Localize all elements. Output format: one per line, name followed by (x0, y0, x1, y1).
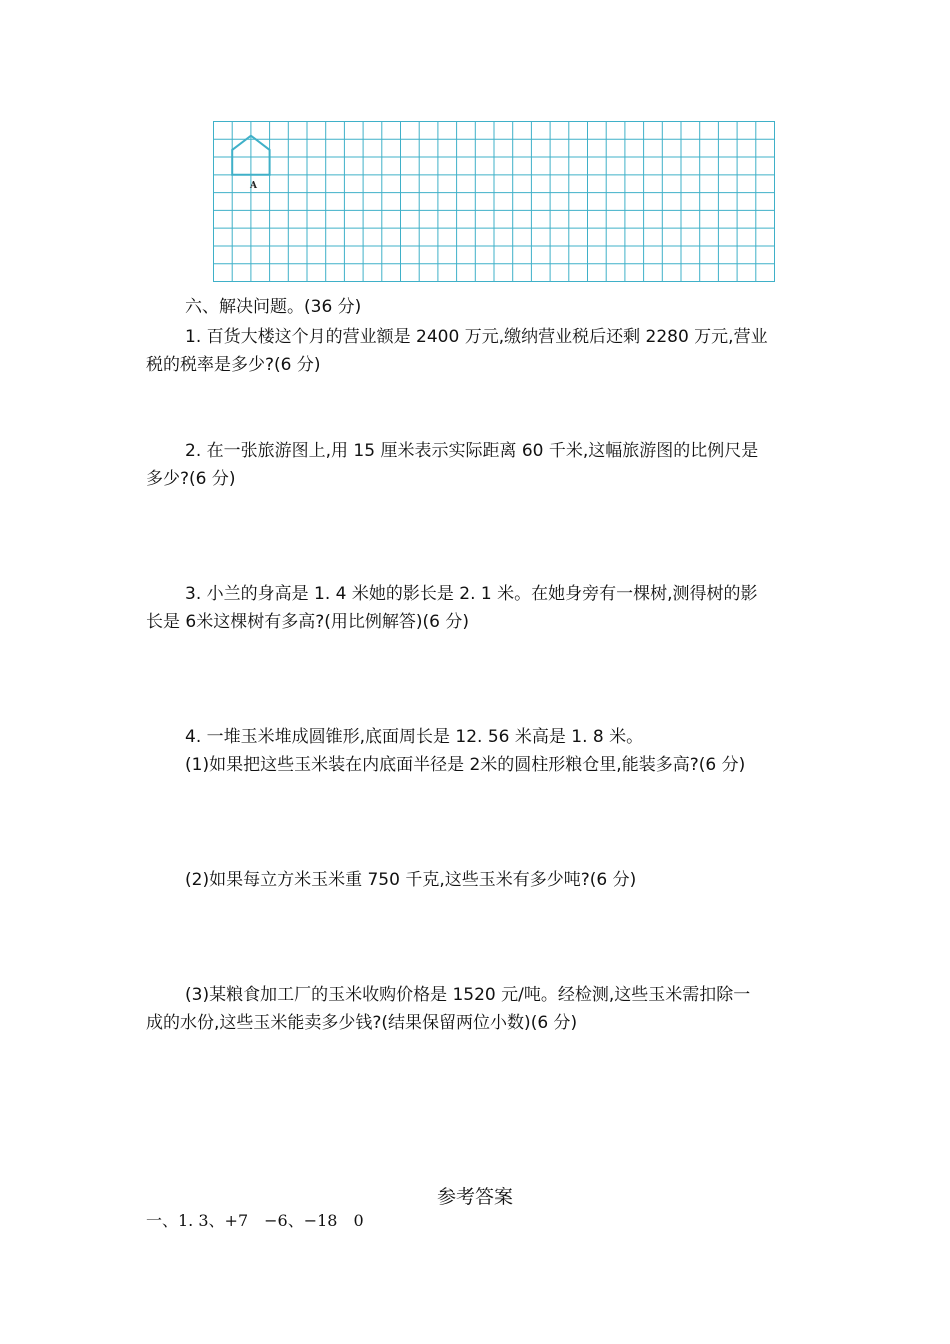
question-4-sub-3-line-1: (3)某粮食加工厂的玉米收购价格是 1520 元/吨。经检测,这些玉米需扣除一 (185, 985, 751, 1005)
question-1-line-1: 1. 百货大楼这个月的营业额是 2400 万元,缴纳营业税后还剩 2280 万元,营业 (185, 327, 768, 347)
question-4-sub-3-line-2: 成的水份,这些玉米能卖多少钱?(结果保留两位小数)(6 分) (146, 1013, 578, 1033)
question-3-line-1: 3. 小兰的身高是 1. 4 米她的影长是 2. 1 米。在她身旁有一棵树,测得树的影 (185, 584, 758, 604)
question-4-line-1: 4. 一堆玉米堆成圆锥形,底面周长是 12. 56 米高是 1. 8 米。 (185, 727, 644, 747)
question-2-line-1: 2. 在一张旅游图上,用 15 厘米表示实际距离 60 千米,这幅旅游图的比例尺是 (185, 441, 759, 461)
section-heading: 六、解决问题。(36 分) (185, 297, 362, 317)
grid-figure (213, 121, 775, 282)
question-4-sub-2: (2)如果每立方米玉米重 750 千克,这些玉米有多少吨?(6 分) (185, 870, 637, 890)
question-4-sub-1: (1)如果把这些玉米装在内底面半径是 2米的圆柱形粮仓里,能装多高?(6 分) (185, 755, 746, 775)
answers-line-1: 一、1. 3、+7 −6、−18 0 (146, 1211, 364, 1230)
question-3-line-2: 长是 6米这棵树有多高?(用比例解答)(6 分) (146, 612, 469, 632)
question-1-line-2: 税的税率是多少?(6 分) (146, 355, 321, 375)
grid-point-label: A (250, 181, 257, 191)
grid-paper (213, 121, 775, 282)
answers-title: 参考答案 (436, 1186, 513, 1208)
question-2-line-2: 多少?(6 分) (146, 469, 236, 489)
